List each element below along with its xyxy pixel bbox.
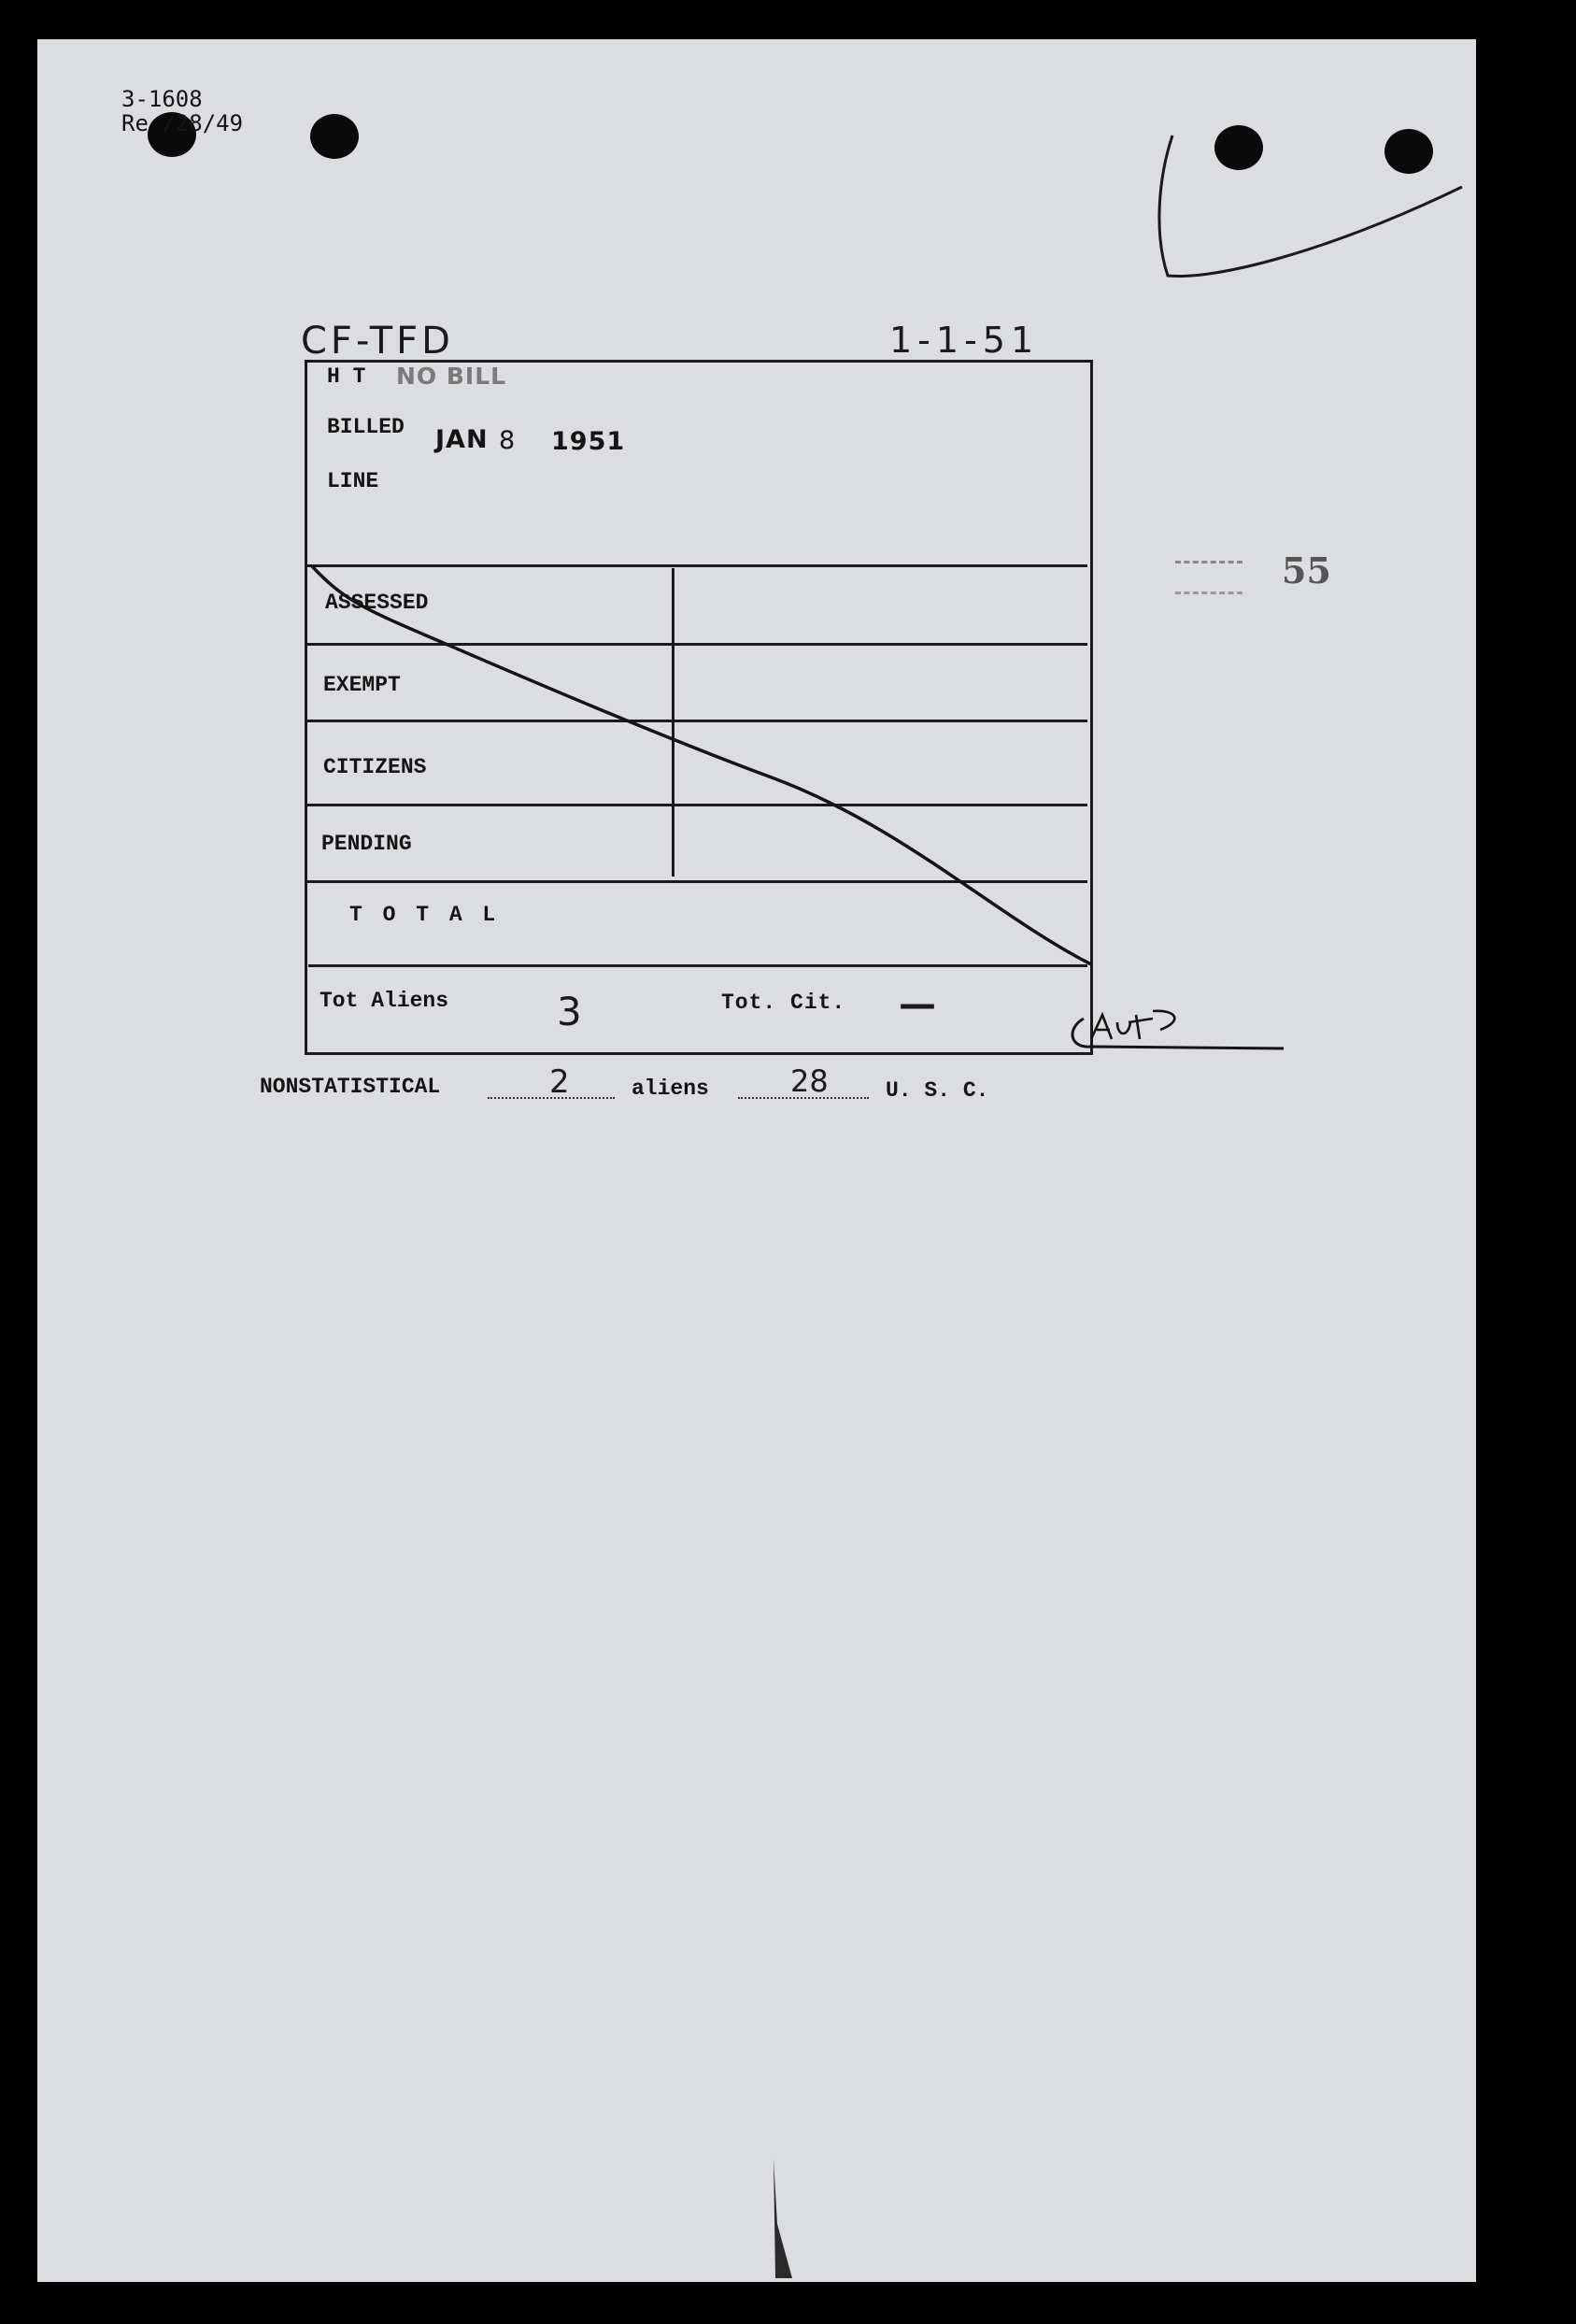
ht-label: H T [327, 364, 366, 389]
billed-stamp-day: 8 [499, 426, 516, 455]
billed-label: BILLED [327, 415, 405, 439]
tot-aliens-value: 3 [557, 989, 582, 1034]
initials-text [1095, 1011, 1099, 1013]
paper-fold-mark [764, 2159, 802, 2280]
row-exempt: EXEMPT [323, 673, 401, 697]
nonstatistical-label: NONSTATISTICAL [260, 1075, 441, 1099]
tot-cit-value: — [899, 983, 936, 1026]
handwritten-date: 1-1-51 [889, 320, 1040, 361]
punch-hole-2 [310, 114, 359, 159]
billed-stamp-year: 1951 [551, 427, 626, 456]
row-pending: PENDING [321, 832, 412, 856]
total-label: T O T A L [349, 903, 500, 927]
margin-dashes [1175, 561, 1242, 594]
ht-stamp: NO BILL [396, 363, 507, 390]
page-number: 55 [1282, 549, 1331, 592]
billed-stamp-month: JAN [435, 425, 489, 454]
aliens-label: aliens [632, 1076, 709, 1101]
line-label: LINE [327, 469, 379, 493]
file-code: CF-TFD [301, 320, 454, 363]
initials-signature [1063, 1002, 1287, 1058]
row-citizens: CITIZENS [323, 755, 427, 779]
nonstat-usc-value: 28 [790, 1063, 829, 1099]
pen-check-mark [1140, 121, 1476, 290]
cancel-slash [305, 561, 1099, 972]
row-assessed: ASSESSED [325, 591, 429, 615]
form-revision: Re /28/49 [121, 110, 244, 136]
tot-aliens-label: Tot Aliens [319, 989, 449, 1013]
tot-cit-label: Tot. Cit. [721, 991, 846, 1015]
usc-label: U. S. C. [886, 1078, 989, 1103]
nonstat-aliens-value: 2 [549, 1063, 570, 1101]
form-number: 3-1608 [121, 86, 203, 112]
